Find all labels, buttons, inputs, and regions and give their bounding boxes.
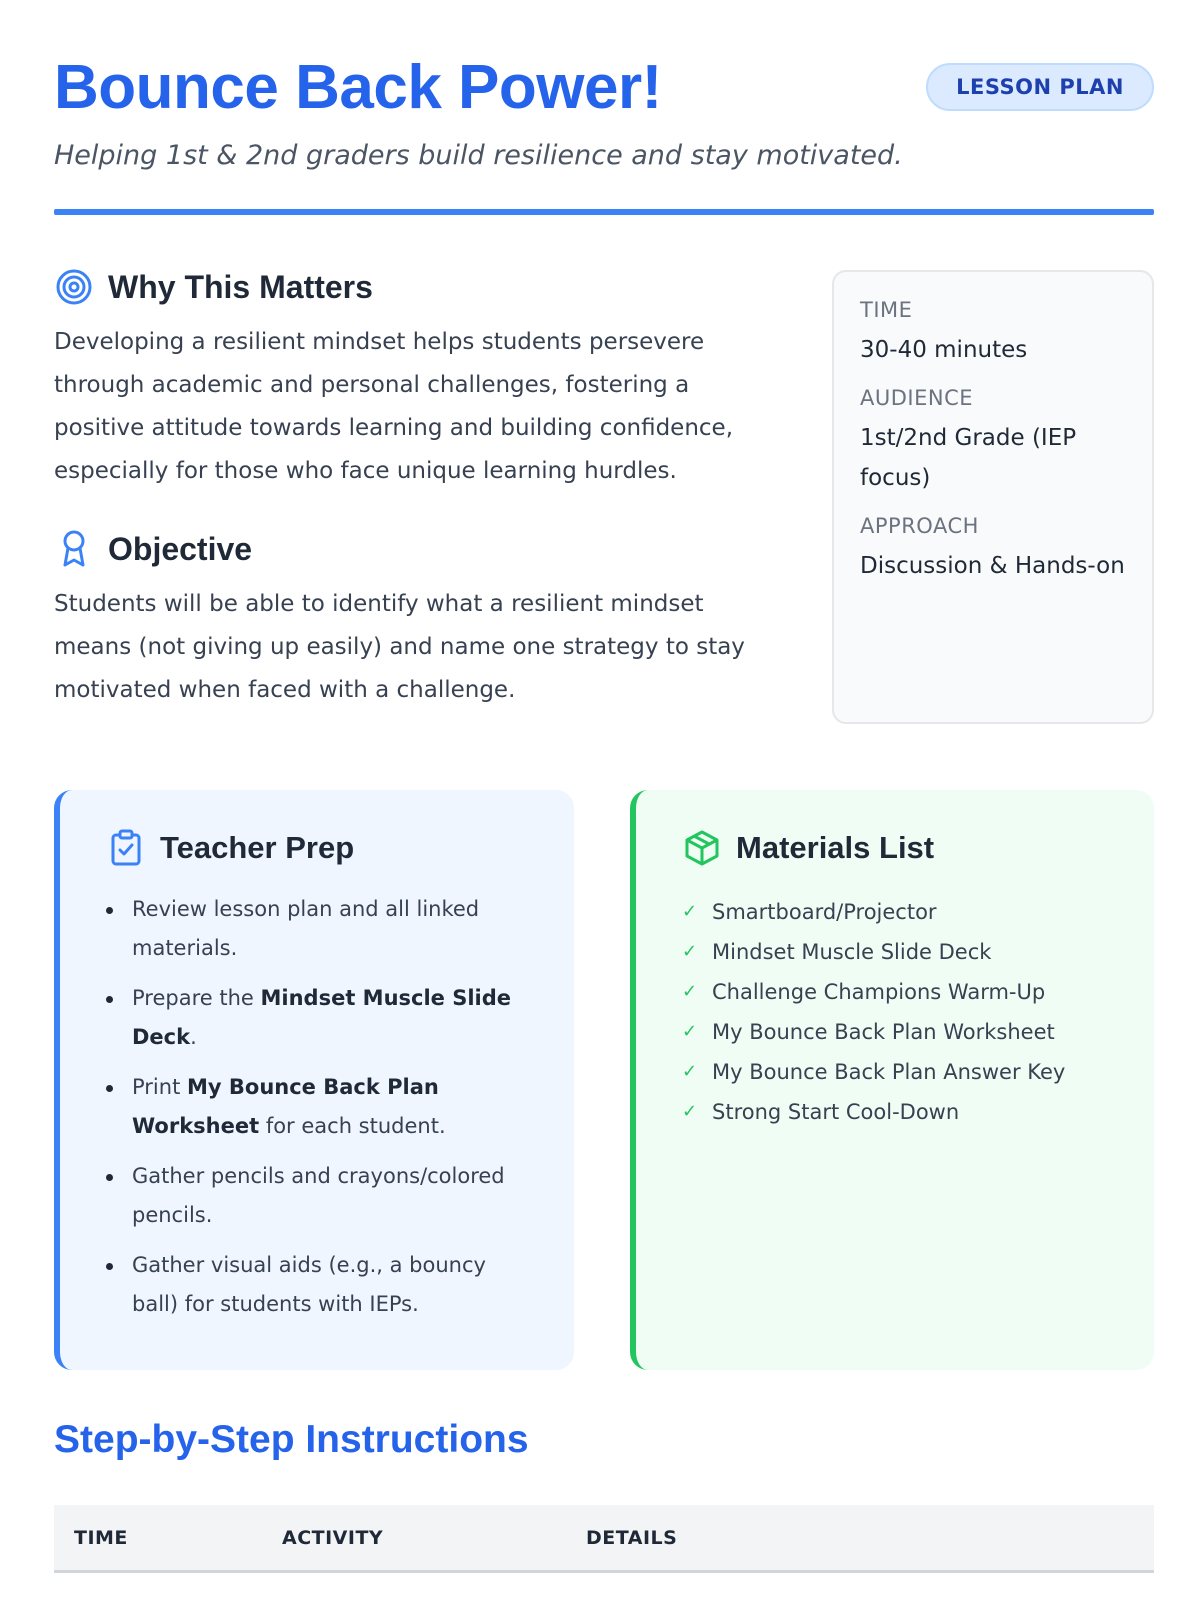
- column-header-time: TIME: [74, 1527, 128, 1549]
- header-divider: [54, 209, 1154, 215]
- intro-section: [54, 265, 1154, 735]
- prep-heading: Teacher Prep: [160, 830, 355, 865]
- time-value: 30-40 minutes: [860, 337, 1028, 363]
- prep-item-text: Print: [132, 1075, 187, 1099]
- material-item-label: My Bounce Back Plan Worksheet: [712, 1020, 1055, 1044]
- check-icon: ✓: [682, 1101, 698, 1122]
- prep-list-item: [106, 1157, 534, 1235]
- time-label: TIME: [860, 298, 913, 322]
- materials-list-item: [682, 892, 1114, 932]
- intro-left-column: [54, 265, 784, 712]
- objective-heading-row: [54, 527, 784, 571]
- prep-item-text: Review lesson plan and all linked materials.: [132, 897, 480, 960]
- steps-table-header: [54, 1505, 1154, 1573]
- column-header-activity: ACTIVITY: [282, 1527, 384, 1549]
- check-icon: ✓: [682, 1061, 698, 1082]
- prep-item-emphasis: Mindset Muscle Slide Deck: [132, 986, 512, 1049]
- page-title: Bounce Back Power!: [54, 53, 662, 122]
- prep-item-text-end: .: [190, 1025, 197, 1049]
- material-item-label: Smartboard/Projector: [712, 900, 937, 924]
- column-header-details: DETAILS: [586, 1527, 678, 1549]
- material-item-label: My Bounce Back Plan Answer Key: [712, 1060, 1066, 1084]
- teacher-prep-card: [54, 790, 574, 1370]
- prep-materials-section: [54, 790, 1154, 1370]
- approach-value: Discussion & Hands-on: [860, 553, 1125, 579]
- audience-value: 1st/2nd Grade (IEP focus): [860, 425, 1077, 491]
- audience-label: AUDIENCE: [860, 386, 974, 410]
- materials-card: [630, 790, 1154, 1370]
- why-heading-row: [54, 265, 784, 309]
- prep-item-text: Prepare the: [132, 986, 261, 1010]
- materials-list-item: [682, 1052, 1114, 1092]
- prep-heading-row: [106, 826, 534, 870]
- prep-item-text: Gather visual aids (e.g., a bouncy ball) for students with IEPs.: [132, 1253, 486, 1316]
- header: [54, 0, 1154, 216]
- objective-text: Students will be able to identify what a resilient mindset means (not giving up easily) and name one strategy to stay motivated when faced with a challenge.: [54, 591, 745, 703]
- material-item-label: Strong Start Cool-Down: [712, 1100, 960, 1124]
- material-item-label: Mindset Muscle Slide Deck: [712, 940, 992, 964]
- why-text: Developing a resilient mindset helps students persevere through academic and personal challenges, fostering a positive attitude towards learning and building confidence, especially for those who face unique learning hurdles.: [54, 329, 734, 484]
- check-icon: ✓: [682, 901, 698, 922]
- check-icon: ✓: [682, 1021, 698, 1042]
- lesson-plan-badge: LESSON PLAN: [926, 63, 1154, 111]
- package-icon: [682, 828, 722, 868]
- material-item-label: Challenge Champions Warm-Up: [712, 980, 1046, 1004]
- materials-list-item: [682, 1012, 1114, 1052]
- approach-label: APPROACH: [860, 514, 979, 538]
- prep-item-emphasis: My Bounce Back Plan Worksheet: [132, 1075, 439, 1138]
- steps-heading: Step-by-Step Instructions: [54, 1418, 529, 1461]
- lesson-info-card: [832, 270, 1154, 724]
- prep-list-item: [106, 890, 534, 968]
- materials-list-item: [682, 932, 1114, 972]
- prep-list: [106, 890, 534, 1324]
- page-subtitle: Helping 1st & 2nd graders build resilience and stay motivated.: [54, 140, 903, 171]
- materials-list: [682, 892, 1114, 1132]
- objective-heading: Objective: [108, 530, 253, 567]
- why-heading: Why This Matters: [108, 268, 373, 305]
- prep-list-item: [106, 979, 534, 1057]
- clipboard-check-icon: [106, 828, 146, 868]
- materials-list-item: [682, 972, 1114, 1012]
- lesson-plan-page: [54, 0, 1154, 1549]
- check-icon: ✓: [682, 941, 698, 962]
- materials-list-item: [682, 1092, 1114, 1132]
- prep-item-text-end: for each student.: [259, 1114, 446, 1138]
- materials-heading-row: [682, 826, 1114, 870]
- prep-item-text: Gather pencils and crayons/colored pencils.: [132, 1164, 505, 1227]
- target-icon: [54, 267, 94, 307]
- prep-list-item: [106, 1068, 534, 1146]
- award-ribbon-icon: [54, 529, 94, 569]
- check-icon: ✓: [682, 981, 698, 1002]
- materials-heading: Materials List: [736, 830, 935, 865]
- prep-list-item: [106, 1246, 534, 1324]
